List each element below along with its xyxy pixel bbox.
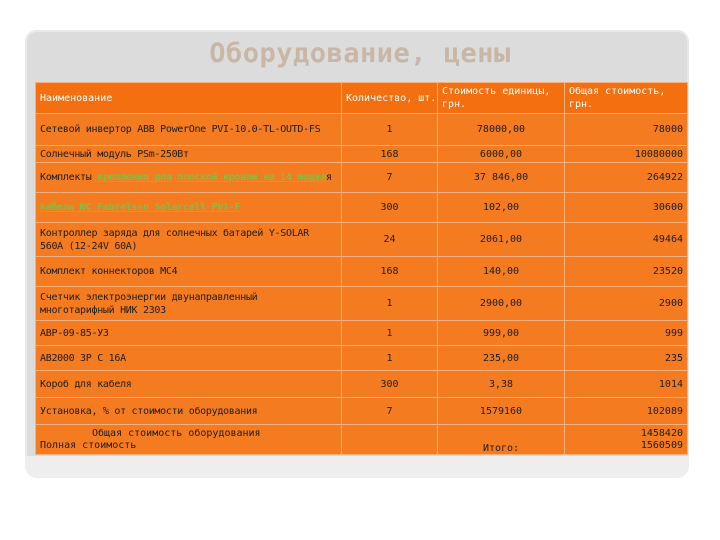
item-name-text: Комплект коннекторов МС4 — [40, 266, 178, 277]
item-total: 30600 — [565, 193, 688, 223]
slide-title: Оборудование, цены — [209, 38, 511, 69]
item-qty: 1 — [342, 287, 438, 321]
table-row — [36, 346, 688, 371]
item-qty: 168 — [342, 146, 438, 163]
item-name — [36, 146, 342, 163]
item-unit-price: 102,00 — [438, 193, 565, 223]
item-name-text: АВР-09-85-У3 — [40, 327, 109, 339]
item-name — [36, 346, 342, 371]
full-total-value: 1560509 — [640, 439, 683, 451]
table-row — [36, 371, 688, 398]
item-unit-price: 140,00 — [438, 257, 565, 287]
item-name-link[interactable]: Кабель ЮС Fabrelsso Solarcell PV1-F — [40, 202, 241, 213]
item-name-text: Комплекты — [40, 172, 98, 183]
item-total: 2900 — [565, 287, 688, 321]
item-name — [36, 321, 342, 346]
item-name-link[interactable]: крепления для плоской кровли на 14 модул — [97, 172, 327, 183]
table-row — [36, 321, 688, 346]
table-row — [36, 287, 688, 321]
slide-panel-bottom — [25, 456, 689, 478]
table-footer-row — [36, 425, 688, 455]
item-unit-price: 1579160 — [438, 398, 565, 425]
table-row — [36, 114, 688, 146]
item-unit-price: 2900,00 — [438, 287, 565, 321]
item-qty: 24 — [342, 223, 438, 257]
item-qty: 1 — [342, 346, 438, 371]
table-header-row — [36, 83, 688, 114]
item-name — [36, 287, 342, 321]
item-total: 264922 — [565, 163, 688, 193]
item-total: 1014 — [565, 371, 688, 398]
item-name-text: Установка, % от стоимости оборудования — [40, 405, 258, 417]
table-row — [36, 146, 688, 163]
item-total: 78000 — [565, 114, 688, 146]
item-name — [36, 257, 342, 287]
item-name-text: Сетевой инвертор ABB PowerOne PVI-10.0-TL-OUTD-FS — [40, 124, 321, 135]
table-row — [36, 398, 688, 425]
table-row — [36, 223, 688, 257]
item-unit-price: 78000,00 — [438, 114, 565, 146]
item-unit-price: 235,00 — [438, 346, 565, 371]
item-total: 102089 — [565, 398, 688, 425]
item-unit-price: 3,38 — [438, 371, 565, 398]
table-row — [36, 193, 688, 223]
footer-labels-cell — [36, 425, 342, 455]
header-unit-price: Стоимость единицы, грн. — [438, 83, 565, 114]
item-name — [36, 398, 342, 425]
item-name-text: Счетчик электроэнергии двунаправленный многотарифный НИК 2303 — [40, 291, 258, 316]
table-row — [36, 257, 688, 287]
header-qty: Количество, шт. — [342, 83, 438, 114]
item-name-suffix: я — [326, 172, 332, 183]
item-total: 999 — [565, 321, 688, 346]
item-qty: 300 — [342, 193, 438, 223]
item-name-text: Солнечный модуль PSm-250Вт — [40, 148, 189, 160]
item-name-text: АВ2000 3Р С 16А — [40, 352, 126, 364]
item-qty: 1 — [342, 114, 438, 146]
itogo-label: Итого: — [438, 425, 565, 455]
item-name-text: Контроллер заряда для солнечных батарей Y-SOLAR 560A (12-24V 60A) — [40, 227, 309, 252]
item-unit-price: 999,00 — [438, 321, 565, 346]
item-unit-price: 37 846,00 — [438, 163, 565, 193]
item-name — [36, 223, 342, 257]
item-qty: 300 — [342, 371, 438, 398]
item-unit-price: 2061,00 — [438, 223, 565, 257]
item-name-text: Короб для кабеля — [40, 378, 132, 390]
item-name — [36, 193, 342, 223]
header-total: Общая стоимость, грн. — [565, 83, 688, 114]
item-total: 10080000 — [565, 146, 688, 163]
price-table — [35, 82, 688, 455]
footer-empty-cell — [342, 425, 438, 455]
full-total-label: Полная стоимость — [40, 439, 137, 451]
item-qty: 168 — [342, 257, 438, 287]
equipment-total-value: 1458420 — [640, 427, 683, 439]
table-row — [36, 163, 688, 193]
item-unit-price: 6000,00 — [438, 146, 565, 163]
equipment-total-label: Общая стоимость оборудования — [92, 427, 261, 439]
footer-totals-cell — [565, 425, 688, 455]
item-name — [36, 163, 342, 193]
item-qty: 1 — [342, 321, 438, 346]
item-total: 235 — [565, 346, 688, 371]
item-name — [36, 114, 342, 146]
header-name: Наименование — [36, 83, 342, 114]
item-qty: 7 — [342, 163, 438, 193]
item-qty: 7 — [342, 398, 438, 425]
item-name — [36, 371, 342, 398]
item-total: 49464 — [565, 223, 688, 257]
item-total: 23520 — [565, 257, 688, 287]
